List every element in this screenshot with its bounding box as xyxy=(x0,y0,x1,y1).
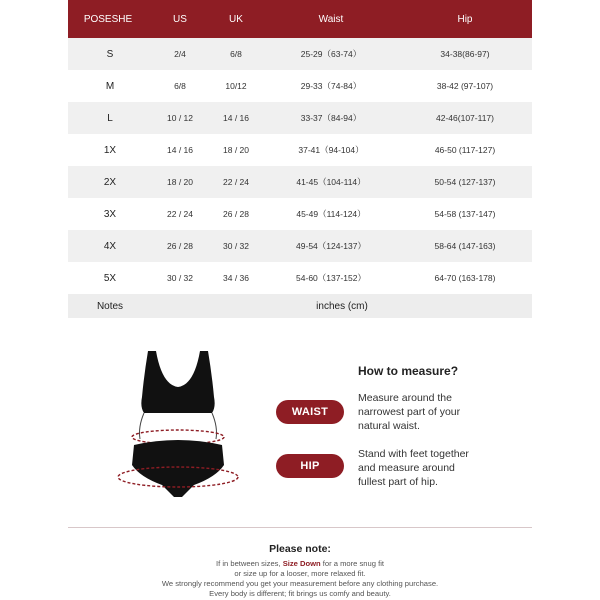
panty-shape xyxy=(132,440,224,497)
note-line-1-suffix: for a more snug fit xyxy=(320,559,384,568)
table-header-row xyxy=(68,0,532,38)
waist-instructions xyxy=(358,391,508,433)
hip-line-2: and measure around xyxy=(358,462,455,474)
cell-us: 26 / 28 xyxy=(152,230,208,262)
hip-badge: HIP xyxy=(276,454,344,478)
cell-waist: 25-29（63-74） xyxy=(264,38,398,70)
cell-hip: 58-64 (147-163) xyxy=(398,230,532,262)
header-hip: Hip xyxy=(398,0,532,38)
notes-value: inches (cm) xyxy=(152,294,532,318)
hip-instructions xyxy=(358,447,508,489)
header-waist: Waist xyxy=(264,0,398,38)
cell-hip: 38-42 (97-107) xyxy=(398,70,532,102)
cell-size: L xyxy=(68,102,152,134)
note-line-2: or size up for a looser, more relaxed fit. xyxy=(234,569,366,578)
cell-uk: 34 / 36 xyxy=(208,262,264,294)
cell-hip: 50-54 (127-137) xyxy=(398,166,532,198)
cell-size: 3X xyxy=(68,198,152,230)
waist-line-1: Measure around the xyxy=(358,392,452,404)
table-row xyxy=(68,38,532,70)
cell-us: 18 / 20 xyxy=(152,166,208,198)
cell-uk: 26 / 28 xyxy=(208,198,264,230)
table-row xyxy=(68,166,532,198)
cell-size: M xyxy=(68,70,152,102)
cell-waist: 37-41（94-104） xyxy=(264,134,398,166)
cell-us: 22 / 24 xyxy=(152,198,208,230)
please-note-title: Please note: xyxy=(269,543,331,555)
hip-line-3: fullest part of hip. xyxy=(358,476,438,488)
note-line-1-prefix: If in between sizes, xyxy=(216,559,283,568)
garment-figure-illustration xyxy=(108,345,248,505)
cell-us: 10 / 12 xyxy=(152,102,208,134)
cell-size: 2X xyxy=(68,166,152,198)
cell-waist: 41-45（104-114） xyxy=(264,166,398,198)
notes-label: Notes xyxy=(68,294,152,318)
please-note-text xyxy=(0,559,600,599)
notes-row xyxy=(68,294,532,318)
cell-us: 14 / 16 xyxy=(152,134,208,166)
cell-us: 2/4 xyxy=(152,38,208,70)
table-row xyxy=(68,134,532,166)
cell-uk: 22 / 24 xyxy=(208,166,264,198)
torso-outline xyxy=(140,413,217,439)
cell-waist: 45-49（114-124） xyxy=(264,198,398,230)
table-row xyxy=(68,102,532,134)
cell-hip: 64-70 (163-178) xyxy=(398,262,532,294)
size-down-emphasis: Size Down xyxy=(282,559,321,568)
waist-line-3: natural waist. xyxy=(358,420,420,432)
cell-us: 30 / 32 xyxy=(152,262,208,294)
size-chart-table xyxy=(68,0,532,318)
cell-us: 6/8 xyxy=(152,70,208,102)
cell-uk: 6/8 xyxy=(208,38,264,70)
cell-waist: 49-54（124-137） xyxy=(264,230,398,262)
cell-hip: 46-50 (117-127) xyxy=(398,134,532,166)
table-row xyxy=(68,230,532,262)
cell-uk: 18 / 20 xyxy=(208,134,264,166)
note-line-3: We strongly recommend you get your measurement before any clothing purchase. xyxy=(161,579,439,588)
section-divider xyxy=(68,527,532,528)
cell-uk: 10/12 xyxy=(208,70,264,102)
cell-size: 4X xyxy=(68,230,152,262)
cell-hip: 34-38(86-97) xyxy=(398,38,532,70)
cell-waist: 54-60（137-152） xyxy=(264,262,398,294)
header-brand: POSESHE xyxy=(68,0,152,38)
cell-size: S xyxy=(68,38,152,70)
cell-uk: 14 / 16 xyxy=(208,102,264,134)
note-line-4: Every body is different; fit brings us comfy and beauty. xyxy=(209,589,391,598)
cell-size: 1X xyxy=(68,134,152,166)
cell-waist: 29-33（74-84） xyxy=(264,70,398,102)
header-uk: UK xyxy=(208,0,264,38)
cell-hip: 54-58 (137-147) xyxy=(398,198,532,230)
cell-waist: 33-37（84-94） xyxy=(264,102,398,134)
note-line-1 xyxy=(0,559,600,569)
waist-badge: WAIST xyxy=(276,400,344,424)
cell-hip: 42-46(107-117) xyxy=(398,102,532,134)
how-to-measure-title: How to measure? xyxy=(358,364,459,378)
cell-size: 5X xyxy=(68,262,152,294)
header-us: US xyxy=(152,0,208,38)
cell-uk: 30 / 32 xyxy=(208,230,264,262)
table-row xyxy=(68,198,532,230)
bra-top-shape xyxy=(141,351,214,413)
table-row xyxy=(68,70,532,102)
table-row xyxy=(68,262,532,294)
hip-line-1: Stand with feet together xyxy=(358,448,469,460)
waist-line-2: narrowest part of your xyxy=(358,406,461,418)
